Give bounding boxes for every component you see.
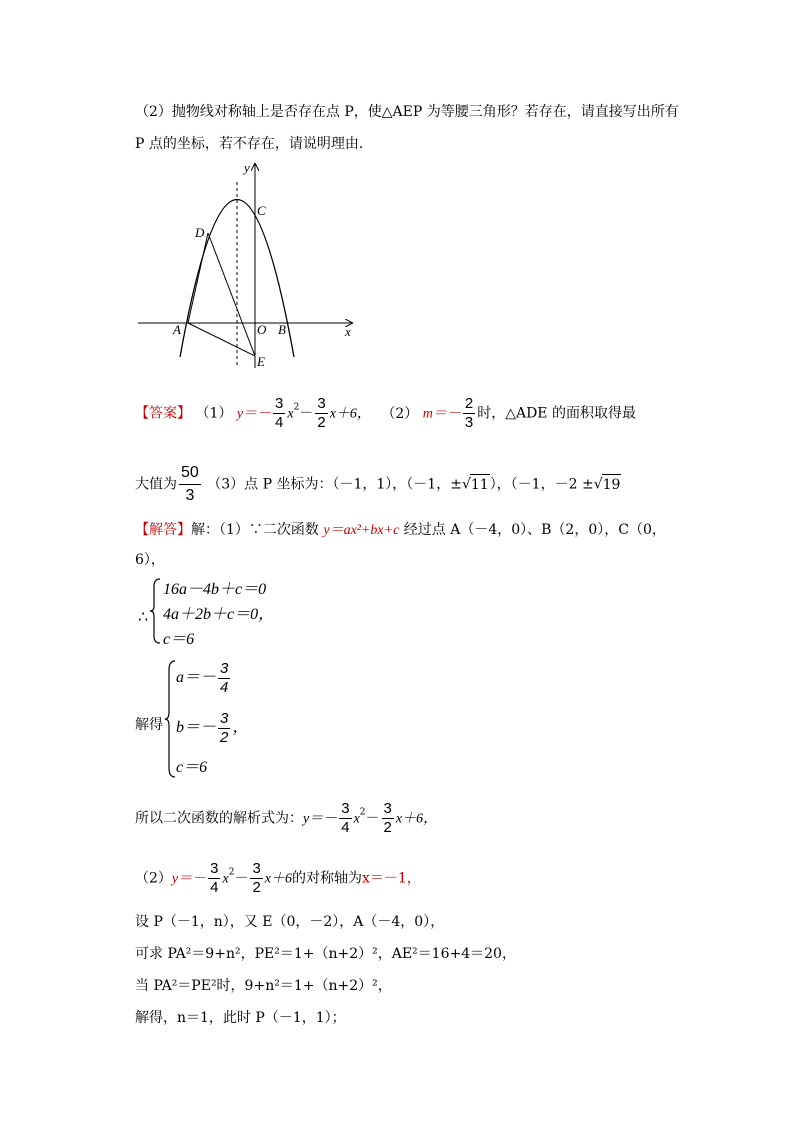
therefore-sign: ∴: [138, 607, 149, 626]
fraction-denominator: 4: [341, 819, 350, 836]
fraction-denominator: 2: [220, 729, 229, 746]
solution-text-cont: 经过点 A（－4，0）、B（2，0），C（0，: [399, 522, 666, 538]
axis-text: 的对称轴为: [292, 870, 362, 887]
fraction-numerator: 50: [179, 462, 201, 485]
sqrt-11: 11: [470, 474, 490, 495]
answer-part-3b: ），（－1，－2 ±: [489, 476, 594, 493]
label-o: O: [257, 322, 267, 337]
answer-line-1: [135, 395, 636, 432]
parabola-figure: [130, 160, 360, 375]
fraction-numerator: 3: [275, 395, 284, 412]
sqrt-19: 19: [602, 474, 622, 495]
answer-part-2: （2）: [381, 405, 419, 422]
answer-part-1: （1）: [195, 405, 233, 422]
fraction-numerator: 2: [464, 395, 474, 412]
var-x: x: [353, 811, 360, 827]
solution-a: [176, 660, 232, 697]
equation-2-text: 4a＋2b＋c＝0: [163, 606, 259, 623]
label-b: B: [278, 322, 286, 337]
fraction-numerator: 3: [252, 860, 261, 877]
solution-text: 解：（1）∵二次函数: [191, 522, 324, 538]
segment-ae: [188, 323, 255, 356]
solution-line-1: [135, 520, 666, 541]
minus-sign: －: [234, 870, 249, 887]
minus-sign: －: [365, 810, 380, 827]
label-d: D: [195, 225, 205, 240]
analytic-line: [135, 800, 437, 837]
set-p-line: 设 P（－1，n），又 E（0，－2），A（－4，0），: [135, 914, 445, 930]
var-x: x: [222, 871, 229, 887]
segment-ad: [188, 233, 208, 323]
fraction-denominator: 4: [210, 879, 219, 896]
answer-m-eq: m＝－: [422, 406, 461, 422]
analytic-text: 所以二次函数的解析式为：: [135, 810, 303, 827]
comma: ，: [232, 719, 249, 737]
fraction-denominator: 2: [383, 819, 392, 836]
comma: ，: [258, 606, 275, 623]
fraction-numerator: 3: [383, 800, 392, 817]
label-y: y: [244, 160, 250, 175]
distances-line: 可求 PA²＝9+n²，PE²＝1+（n+2）²，AE²＝16+4＝20，: [135, 946, 516, 962]
result-line: 解得，n＝1，此时 P（－1，1）；: [135, 1010, 346, 1026]
equation-2: [163, 605, 274, 625]
question-line-2: P 点的坐标，若不存在，请说明理由．: [135, 136, 373, 152]
solution-tag: 【解答】: [135, 522, 191, 538]
fraction-denominator: 2: [317, 414, 326, 431]
solution-b: [176, 710, 248, 747]
minus-sign: －: [299, 405, 314, 422]
b-eq: b＝－: [176, 719, 217, 737]
fraction-numerator: 3: [210, 860, 219, 877]
max-value-text: 大值为: [135, 476, 177, 493]
exponent: 2: [228, 867, 235, 878]
exponent: 2: [293, 402, 300, 413]
when-text: 时，: [477, 405, 506, 422]
fraction-numerator: 3: [317, 395, 326, 412]
fraction-numerator: 3: [220, 660, 229, 677]
label-a: A: [173, 322, 181, 337]
answer-y-eq: y＝－: [236, 406, 272, 422]
axis-line: （2）y＝－ $\frac{3}{4}$ $x^2-$ $\frac{3}{2}$ x＋6的对称轴为x＝－1，: [135, 860, 421, 896]
axis-value: x＝－1，: [362, 870, 421, 887]
fraction-denominator: 3: [185, 487, 195, 504]
fraction-denominator: 2: [252, 879, 261, 896]
quadratic-form: y＝ax²+bx+c: [323, 523, 400, 538]
answer-line-2: 大值为 $\frac{50}{3}$ （3）点 P 坐标为：（－1，1），（－1，±√11），（－1，－2 ±√19: [135, 462, 621, 507]
equation-tail: x＋6，: [329, 406, 371, 422]
label-c: C: [257, 203, 266, 218]
equal-line: 当 PA²＝PE²时，9+n²＝1+（n+2）²，: [135, 978, 392, 994]
equation-tail: x＋6，: [395, 811, 438, 827]
exponent: 2: [359, 807, 366, 818]
fraction-denominator: 3: [464, 414, 474, 431]
y-eq: y＝－: [171, 871, 207, 887]
var-x: x: [287, 406, 294, 422]
label-x: x: [345, 324, 351, 339]
answer-part-3: （3）点 P 坐标为：（－1，1），（－1，±: [207, 476, 462, 493]
segment-de: [208, 233, 255, 356]
fraction-numerator: 3: [341, 800, 350, 817]
equation-3: c＝6: [163, 631, 195, 648]
fraction-numerator: 3: [220, 710, 229, 727]
solution-c: c＝6: [176, 759, 208, 776]
question-line-1: （2）抛物线对称轴上是否存在点 P，使△AEP 为等腰三角形？若存在，请直接写出所有: [135, 104, 679, 120]
answer-tag: 【答案】: [135, 405, 191, 422]
fraction-denominator: 4: [275, 414, 284, 431]
solution-line-2: 6），: [135, 552, 165, 568]
label-e: E: [257, 354, 265, 369]
y-eq: y＝－: [303, 811, 338, 827]
equation-1: 16a－4b＋c＝0: [163, 581, 267, 598]
solve-label: 解得: [135, 717, 163, 733]
system-brace-1: [150, 578, 162, 644]
fraction-denominator: 4: [220, 679, 229, 696]
a-eq: a＝－: [176, 669, 217, 687]
part-2-label: （2）: [135, 870, 172, 887]
area-text: △ADE 的面积取得最: [505, 405, 636, 422]
